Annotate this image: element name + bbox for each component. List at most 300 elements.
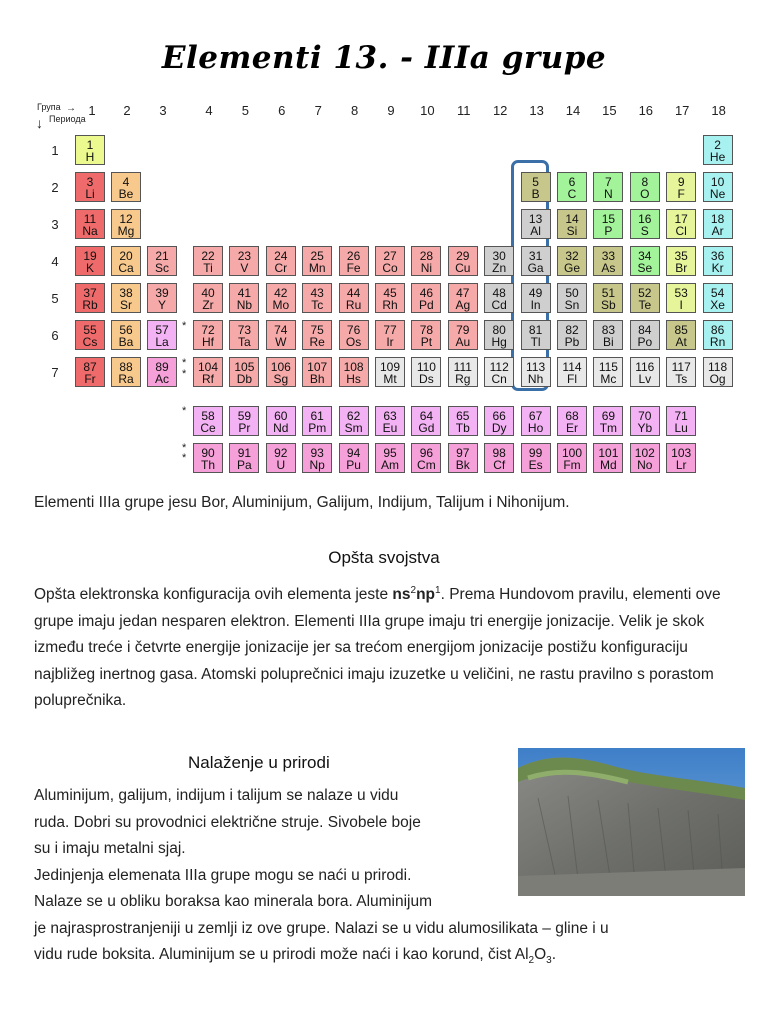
element-cell (411, 246, 441, 276)
period-header: 4 (51, 254, 59, 269)
element-symbol: Ge (563, 261, 580, 275)
element-symbol: Pd (419, 298, 434, 312)
atomic-number: 24 (274, 249, 288, 263)
atomic-number: 55 (83, 323, 97, 337)
element-symbol: Hg (491, 335, 507, 349)
group-header: 9 (387, 103, 395, 118)
atomic-number: 106 (270, 360, 291, 374)
atomic-number: 48 (492, 286, 506, 300)
occurrence-line-5: Nalaze se u obliku boraksa kao minerala bora. Aluminijum (34, 893, 433, 910)
properties-text-before: Opšta elektronska konfiguracija ovih elementa jeste (34, 586, 393, 604)
element-cell (75, 283, 105, 313)
element-symbol: Zr (202, 298, 214, 312)
element-cell (375, 357, 405, 387)
atomic-number: 65 (456, 409, 470, 423)
atomic-number: 84 (638, 323, 652, 337)
atomic-number: 56 (119, 323, 133, 337)
element-symbol: In (530, 298, 541, 312)
formula-ns: ns (392, 586, 411, 604)
atomic-number: 82 (565, 323, 579, 337)
atomic-number: 54 (710, 286, 725, 300)
element-symbol: Lu (674, 421, 688, 435)
atomic-number: 111 (453, 360, 472, 374)
element-symbol: Mo (272, 298, 290, 312)
element-symbol: Cl (675, 224, 687, 238)
element-cell (484, 406, 514, 436)
atomic-number: 4 (122, 175, 130, 189)
atomic-number: 12 (119, 212, 133, 226)
element-symbol: Mc (600, 372, 617, 386)
element-cell (557, 357, 587, 387)
element-symbol: Si (566, 224, 578, 238)
element-cell (147, 357, 177, 387)
element-symbol: Au (455, 335, 471, 349)
element-cell (630, 172, 660, 202)
formula-np: np (416, 586, 436, 604)
element-cell (448, 320, 478, 350)
atomic-number: 90 (201, 446, 215, 460)
atomic-number: 93 (310, 446, 324, 460)
element-cell (557, 283, 587, 313)
element-symbol: Cr (274, 261, 288, 275)
group-header: 8 (350, 103, 359, 118)
atomic-number: 89 (155, 360, 169, 374)
element-symbol: Mt (383, 372, 397, 386)
element-symbol: Tl (530, 335, 541, 349)
element-cell (593, 406, 623, 436)
atomic-number: 67 (528, 409, 543, 423)
element-cell (557, 209, 587, 239)
atomic-number: 60 (274, 409, 288, 423)
element-symbol: V (240, 261, 249, 275)
intro-paragraph: Elementi IIIa grupe jesu Bor, Aluminijum, Galijum, Indijum, Talijum i Nihonijum. (34, 494, 570, 511)
element-symbol: Be (118, 187, 134, 201)
occurrence-line-2: ruda. Dobri su provodnici električne struje. Sivobele boje (34, 814, 421, 831)
element-cell (557, 246, 587, 276)
element-cell (630, 406, 660, 436)
atomic-number: 112 (489, 360, 509, 374)
element-symbol: Tc (311, 298, 324, 312)
atomic-number: 80 (492, 323, 506, 337)
element-symbol: Bh (309, 372, 325, 386)
element-symbol: Mn (308, 261, 326, 275)
group-header: 6 (278, 103, 286, 118)
atomic-number: 76 (346, 323, 361, 337)
element-symbol: Dy (491, 421, 507, 435)
element-symbol: C (567, 187, 577, 201)
element-cell (630, 443, 660, 473)
element-symbol: Ta (238, 335, 251, 349)
element-cell (557, 443, 587, 473)
atomic-number: 57 (155, 323, 169, 337)
element-symbol: Cn (491, 372, 507, 386)
element-symbol: Sr (120, 298, 132, 312)
element-symbol: Md (600, 458, 617, 472)
element-cell (484, 443, 514, 473)
atomic-number: 25 (310, 249, 324, 263)
atomic-number: 66 (492, 409, 506, 423)
element-cell (411, 443, 441, 473)
element-cell (484, 320, 514, 350)
atomic-number: 110 (416, 360, 436, 374)
group-header: 3 (159, 103, 167, 118)
element-cell (339, 443, 369, 473)
element-symbol: Cu (455, 261, 471, 275)
element-symbol: Np (309, 458, 325, 472)
formula-np-superscript: 1 (435, 585, 441, 596)
element-symbol: Pr (238, 421, 251, 435)
element-symbol: Fm (563, 458, 581, 472)
element-symbol: Rg (455, 372, 471, 386)
formula-oxygen: O (534, 946, 547, 963)
atomic-number: 108 (343, 360, 364, 374)
element-cell (593, 283, 623, 313)
element-symbol: Ds (419, 372, 434, 386)
atomic-number: 115 (598, 360, 618, 374)
element-cell (411, 357, 441, 387)
asterisk-marker: * (182, 320, 187, 332)
element-symbol: Al (530, 224, 541, 238)
atomic-number: 49 (528, 286, 543, 300)
atomic-number: 7 (605, 175, 612, 189)
period-header: 2 (51, 180, 59, 195)
atomic-number: 79 (456, 323, 470, 337)
element-symbol: Ho (527, 421, 544, 435)
element-symbol: Ra (118, 372, 134, 386)
element-cell (666, 357, 696, 387)
atomic-number: 91 (237, 446, 252, 460)
atomic-number: 8 (641, 175, 649, 189)
element-symbol: N (604, 187, 613, 201)
element-cell (666, 283, 696, 313)
atomic-number: 71 (674, 409, 688, 423)
atomic-number: 100 (561, 446, 583, 460)
element-cell (229, 283, 259, 313)
atomic-number: 97 (456, 446, 470, 460)
properties-paragraph (34, 578, 736, 715)
element-symbol: Sn (564, 298, 580, 312)
atomic-number: 113 (526, 360, 546, 374)
element-cell (266, 283, 296, 313)
element-symbol: Rb (82, 298, 98, 312)
atomic-number: 19 (83, 249, 97, 263)
element-symbol: Bk (455, 458, 470, 472)
element-symbol: Fe (346, 261, 361, 275)
atomic-number: 78 (419, 323, 434, 337)
period-axis-label: Периода (49, 114, 86, 124)
group-header: 12 (492, 103, 508, 118)
atomic-number: 11 (83, 212, 97, 226)
element-symbol: Ru (345, 298, 362, 312)
atomic-number: 32 (565, 249, 579, 263)
element-symbol: He (709, 150, 726, 164)
element-cell (75, 357, 105, 387)
element-cell (448, 246, 478, 276)
occurrence-line-3: su i imaju metalni sjaj. (34, 840, 186, 857)
atomic-number: 18 (710, 212, 725, 226)
atomic-number: 95 (383, 446, 397, 460)
atomic-number: 101 (598, 446, 619, 460)
atomic-number: 33 (601, 249, 616, 263)
element-symbol: K (85, 261, 94, 275)
atomic-number: 102 (634, 446, 655, 460)
element-symbol: Ce (200, 421, 216, 435)
element-symbol: Te (638, 298, 652, 312)
atomic-number: 30 (492, 249, 506, 263)
element-cell (666, 209, 696, 239)
atomic-number: 51 (601, 286, 616, 300)
element-symbol: Sm (344, 421, 363, 435)
atomic-number: 47 (456, 286, 470, 300)
atomic-number: 58 (201, 409, 215, 423)
atomic-number: 37 (83, 286, 97, 300)
element-cell (302, 406, 332, 436)
element-symbol: S (640, 224, 649, 238)
element-cell (375, 320, 405, 350)
element-symbol: At (675, 335, 687, 349)
atomic-number: 10 (710, 175, 725, 189)
period-header: 3 (51, 217, 59, 232)
atomic-number: 109 (379, 360, 401, 374)
element-symbol: Ne (709, 187, 726, 201)
element-cell (521, 357, 551, 387)
group-header: 7 (314, 103, 322, 118)
element-cell (521, 320, 551, 350)
element-cell (411, 320, 441, 350)
section-heading-occurrence: Nalaženje u prirodi (188, 753, 330, 772)
element-cell (630, 283, 660, 313)
element-cell (703, 209, 733, 239)
element-cell (111, 283, 141, 313)
element-symbol: Rf (202, 372, 214, 386)
element-cell (75, 320, 105, 350)
element-symbol: Rn (709, 335, 726, 349)
element-cell (193, 443, 223, 473)
element-symbol: As (601, 261, 616, 275)
element-cell (75, 246, 105, 276)
element-cell (448, 443, 478, 473)
atomic-number: 28 (419, 249, 434, 263)
element-symbol: No (637, 458, 653, 472)
element-cell (521, 209, 551, 239)
atomic-number: 75 (310, 323, 324, 337)
group-header: 16 (638, 103, 654, 118)
element-symbol: Pb (564, 335, 580, 349)
atomic-number: 63 (383, 409, 397, 423)
element-symbol: Hf (202, 335, 214, 349)
atomic-number: 83 (601, 323, 616, 337)
element-cell (75, 172, 105, 202)
section-heading-properties: Opšta svojstva (328, 548, 440, 567)
element-cell (147, 246, 177, 276)
element-symbol: Es (528, 458, 543, 472)
period-header: 7 (51, 365, 59, 380)
element-cell (411, 406, 441, 436)
group-header: 4 (205, 103, 213, 118)
element-symbol: Ni (420, 261, 433, 275)
element-cell (111, 172, 141, 202)
atomic-number: 31 (528, 249, 543, 263)
element-symbol: U (276, 458, 286, 472)
atomic-number: 117 (671, 360, 691, 374)
occurrence-last-after: . (551, 946, 557, 963)
element-cell (593, 443, 623, 473)
element-cell (666, 172, 696, 202)
element-symbol: Mg (117, 224, 135, 238)
element-symbol: Sc (154, 261, 169, 275)
group-header: 11 (457, 103, 471, 118)
element-cell (302, 283, 332, 313)
asterisk-marker: * (182, 368, 187, 380)
element-cell (302, 357, 332, 387)
element-symbol: Tm (599, 421, 618, 435)
atomic-number: 72 (201, 323, 215, 337)
element-symbol: Co (382, 261, 398, 275)
element-cell (703, 172, 733, 202)
element-symbol: Cs (82, 335, 98, 349)
formula-sub-1: 2 (528, 955, 535, 967)
period-header: 6 (51, 328, 59, 343)
element-cell (111, 320, 141, 350)
atomic-number: 94 (346, 446, 361, 460)
element-cell (339, 357, 369, 387)
element-symbol: I (679, 298, 683, 312)
period-header: 1 (51, 143, 59, 158)
atomic-number: 13 (528, 212, 543, 226)
element-cell (666, 246, 696, 276)
element-symbol: Nh (527, 372, 544, 386)
element-symbol: Rh (382, 298, 398, 312)
element-cell (630, 320, 660, 350)
atomic-number: 74 (274, 323, 288, 337)
element-symbol: Gd (418, 421, 435, 435)
atomic-number: 118 (708, 360, 728, 374)
element-symbol: Og (709, 372, 726, 386)
element-cell (593, 172, 623, 202)
atomic-number: 73 (237, 323, 252, 337)
atomic-number: 46 (419, 286, 434, 300)
element-cell (521, 443, 551, 473)
element-cell (266, 443, 296, 473)
asterisk-marker: * (182, 442, 187, 454)
atomic-number: 6 (568, 175, 576, 189)
asterisk-marker: * (182, 405, 187, 417)
atomic-number: 15 (601, 212, 616, 226)
atomic-number: 105 (234, 360, 255, 374)
element-cell (229, 320, 259, 350)
element-cell (147, 320, 177, 350)
element-cell (111, 357, 141, 387)
occurrence-line-6: je najrasprostranjeniji u zemlji iz ove grupe. Nalazi se u vidu alumosilikata – gline i u (34, 920, 609, 937)
element-cell (339, 283, 369, 313)
atomic-number: 99 (528, 446, 543, 460)
element-symbol: Bi (603, 335, 614, 349)
element-cell (111, 246, 141, 276)
element-symbol: La (155, 335, 169, 349)
element-cell (484, 283, 514, 313)
element-symbol: Ga (527, 261, 544, 275)
element-symbol: Cf (493, 458, 506, 472)
element-symbol: Am (381, 458, 399, 472)
atomic-number: 61 (310, 409, 324, 423)
atomic-number: 50 (565, 286, 579, 300)
atomic-number: 52 (638, 286, 652, 300)
element-symbol: Ar (711, 224, 724, 238)
period-header: 5 (51, 291, 59, 306)
element-symbol: Na (82, 224, 98, 238)
element-symbol: Y (157, 298, 166, 312)
atomic-number: 88 (119, 360, 133, 374)
atomic-number: 116 (635, 360, 655, 374)
element-symbol: Po (637, 335, 653, 349)
atomic-number: 98 (492, 446, 506, 460)
element-symbol: Ir (386, 335, 394, 349)
atomic-number: 39 (155, 286, 169, 300)
element-cell (630, 357, 660, 387)
element-symbol: Sb (601, 298, 616, 312)
atomic-number: 41 (237, 286, 252, 300)
atomic-number: 43 (310, 286, 324, 300)
atomic-number: 77 (383, 323, 397, 337)
element-cell (229, 246, 259, 276)
atomic-number: 86 (710, 323, 725, 337)
element-cell (666, 406, 696, 436)
element-cell (448, 406, 478, 436)
atomic-number: 14 (565, 212, 579, 226)
element-symbol: Pt (420, 335, 433, 349)
element-symbol: Kr (711, 261, 724, 275)
element-symbol: Ag (455, 298, 471, 312)
atomic-number: 45 (383, 286, 397, 300)
element-symbol: H (85, 150, 95, 164)
element-symbol: Hs (346, 372, 361, 386)
element-symbol: Se (637, 261, 653, 275)
element-cell (229, 406, 259, 436)
atomic-number: 1 (86, 138, 94, 152)
rock-outcrop-photo (518, 748, 745, 896)
element-cell (229, 443, 259, 473)
atomic-number: 64 (419, 409, 434, 423)
atomic-number: 38 (119, 286, 133, 300)
atomic-number: 9 (677, 175, 685, 189)
atomic-number: 29 (456, 249, 470, 263)
element-cell (703, 135, 733, 165)
atomic-number: 35 (674, 249, 688, 263)
element-cell (557, 406, 587, 436)
element-cell (193, 320, 223, 350)
element-cell (703, 357, 733, 387)
element-cell (666, 320, 696, 350)
element-cell (75, 135, 105, 165)
element-cell (339, 406, 369, 436)
element-symbol: Pu (346, 458, 361, 472)
period-arrow-icon: ↓ (36, 115, 43, 131)
atomic-number: 85 (674, 323, 688, 337)
element-symbol: B (531, 187, 540, 201)
atomic-number: 81 (528, 323, 543, 337)
atomic-number: 40 (201, 286, 215, 300)
element-cell (147, 283, 177, 313)
element-symbol: Er (566, 421, 578, 435)
element-symbol: Lr (675, 458, 687, 472)
element-symbol: Cm (417, 458, 436, 472)
element-cell (266, 357, 296, 387)
element-cell (703, 283, 733, 313)
element-cell (593, 320, 623, 350)
element-cell (521, 406, 551, 436)
atomic-number: 27 (383, 249, 397, 263)
atomic-number: 36 (710, 249, 725, 263)
